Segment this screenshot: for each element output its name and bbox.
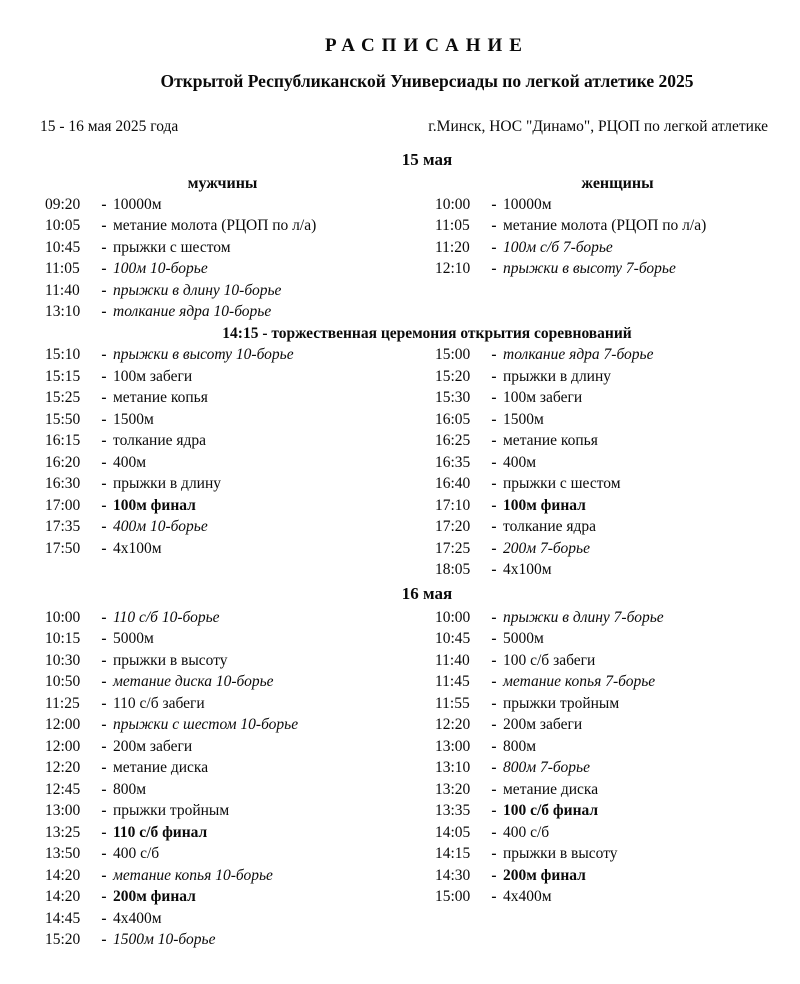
- event-time: 17:50: [45, 539, 81, 557]
- dash-separator: -: [101, 608, 107, 626]
- schedule-row: [45, 693, 400, 715]
- men-morning-list: [45, 194, 400, 323]
- dash-separator: -: [491, 496, 497, 514]
- schedule-row: [435, 844, 800, 866]
- event-name: 110 с/б финал: [113, 823, 208, 841]
- schedule-row: [435, 560, 800, 582]
- event-time: 11:05: [435, 217, 470, 235]
- women-column-morning: [400, 171, 800, 323]
- event-time: 15:00: [435, 888, 471, 906]
- event-name: прыжки в высоту: [113, 651, 228, 669]
- event-time: 13:00: [435, 737, 471, 755]
- schedule-row: [435, 865, 800, 887]
- dash-separator: -: [491, 823, 497, 841]
- event-name: 800м: [113, 780, 147, 798]
- event-name: толкание ядра: [113, 432, 207, 450]
- event-time: 12:45: [45, 780, 81, 798]
- schedule-row: [45, 779, 400, 801]
- dash-separator: -: [491, 608, 497, 626]
- dash-separator: -: [101, 475, 107, 493]
- dash-separator: -: [491, 238, 497, 256]
- schedule-row: [45, 517, 400, 539]
- event-time: 15:10: [45, 346, 81, 364]
- event-name: метание диска 10-борье: [113, 673, 274, 691]
- dash-separator: -: [491, 673, 497, 691]
- women-column-afternoon: [400, 345, 800, 582]
- event-time: 15:00: [435, 346, 471, 364]
- event-time: 14:15: [435, 845, 471, 863]
- dash-separator: -: [101, 866, 107, 884]
- event-time: 10:45: [435, 630, 471, 648]
- event-name: метание копья 7-борье: [503, 673, 656, 691]
- schedule-row: [45, 650, 400, 672]
- dash-separator: -: [491, 367, 497, 385]
- schedule-row: [435, 736, 800, 758]
- women-day2-list: [435, 607, 800, 908]
- event-name: 100 с/б финал: [503, 802, 599, 820]
- event-name: 10000м: [503, 195, 552, 213]
- schedule-row: [45, 409, 400, 431]
- event-name: 400 с/б: [113, 845, 160, 863]
- schedule-row: [45, 216, 400, 238]
- dash-separator: -: [101, 410, 107, 428]
- event-name: прыжки в длину: [113, 475, 222, 493]
- dash-separator: -: [101, 909, 107, 927]
- event-name: 1500м: [503, 410, 544, 428]
- dash-separator: -: [491, 888, 497, 906]
- dash-separator: -: [101, 888, 107, 906]
- date-range: 15 - 16 мая 2025 года: [40, 118, 179, 135]
- event-time: 13:20: [435, 780, 471, 798]
- women-header: женщины: [581, 175, 654, 192]
- women-afternoon-list: [435, 345, 800, 582]
- dash-separator: -: [101, 651, 107, 669]
- schedule-row: [435, 887, 800, 909]
- day1-morning-section: [0, 171, 800, 323]
- day1-header: 15 мая: [401, 150, 453, 169]
- day1-afternoon-section: [0, 345, 800, 582]
- schedule-row: [45, 452, 400, 474]
- schedule-row: [45, 736, 400, 758]
- schedule-row: [45, 908, 400, 930]
- dash-separator: -: [101, 389, 107, 407]
- dash-separator: -: [491, 716, 497, 734]
- schedule-row: [435, 194, 800, 216]
- schedule-row: [435, 345, 800, 367]
- event-time: 10:50: [45, 673, 81, 691]
- event-name: 400м: [503, 453, 537, 471]
- event-time: 15:25: [45, 389, 81, 407]
- event-time: 14:20: [45, 888, 81, 906]
- schedule-row: [45, 366, 400, 388]
- event-time: 16:15: [45, 432, 81, 450]
- event-time: 15:30: [435, 389, 471, 407]
- event-name: 100м забеги: [113, 367, 193, 385]
- venue: г.Минск, НОС "Динамо", РЦОП по легкой атлетике: [428, 118, 768, 135]
- schedule-row: [435, 607, 800, 629]
- dash-separator: -: [101, 737, 107, 755]
- dash-separator: -: [491, 866, 497, 884]
- event-name: 400м 10-борье: [113, 518, 208, 536]
- dash-separator: -: [101, 367, 107, 385]
- schedule-row: [45, 345, 400, 367]
- schedule-row: [45, 280, 400, 302]
- event-time: 13:50: [45, 845, 81, 863]
- event-time: 11:25: [45, 694, 80, 712]
- event-name: прыжки с шестом: [503, 475, 621, 493]
- schedule-row: [45, 388, 400, 410]
- schedule-row: [435, 715, 800, 737]
- event-name: 5000м: [113, 630, 154, 648]
- event-name: 100м финал: [503, 496, 586, 514]
- event-time: 14:05: [435, 823, 471, 841]
- event-name: 800м: [503, 737, 537, 755]
- schedule-row: [45, 302, 400, 324]
- schedule-row: [435, 822, 800, 844]
- event-name: 110 с/б 10-борье: [113, 608, 220, 626]
- dash-separator: -: [101, 432, 107, 450]
- event-name: толкание ядра: [503, 518, 597, 536]
- event-time: 18:05: [435, 561, 471, 579]
- schedule-row: [45, 801, 400, 823]
- men-column-afternoon: [0, 345, 400, 582]
- schedule-row: [435, 388, 800, 410]
- day2-section: [0, 607, 800, 951]
- event-name: 1500м 10-борье: [113, 931, 216, 949]
- dash-separator: -: [491, 475, 497, 493]
- event-time: 10:15: [45, 630, 81, 648]
- event-name: 100 с/б забеги: [503, 651, 596, 669]
- page-subtitle: Открытой Республиканской Универсиады по легкой атлетике 2025: [160, 71, 694, 91]
- women-morning-list: [435, 194, 800, 280]
- dash-separator: -: [491, 432, 497, 450]
- event-name: 10000м: [113, 195, 162, 213]
- event-time: 12:10: [435, 260, 471, 278]
- event-name: прыжки в высоту 7-борье: [503, 260, 676, 278]
- event-name: 4х100м: [113, 539, 162, 557]
- schedule-row: [435, 474, 800, 496]
- schedule-row: [45, 237, 400, 259]
- schedule-row: [435, 629, 800, 651]
- schedule-row: [45, 538, 400, 560]
- event-name: 100м финал: [113, 496, 196, 514]
- event-name: 200м забеги: [503, 716, 583, 734]
- event-name: 800м 7-борье: [503, 759, 590, 777]
- dash-separator: -: [491, 780, 497, 798]
- event-time: 13:25: [45, 823, 81, 841]
- event-name: прыжки тройным: [113, 802, 230, 820]
- schedule-row: [45, 865, 400, 887]
- event-time: 15:15: [45, 367, 81, 385]
- dash-separator: -: [491, 802, 497, 820]
- dash-separator: -: [101, 453, 107, 471]
- schedule-row: [45, 431, 400, 453]
- dash-separator: -: [101, 673, 107, 691]
- men-column-morning: [0, 171, 400, 323]
- dash-separator: -: [101, 823, 107, 841]
- event-name: прыжки тройным: [503, 694, 620, 712]
- dash-separator: -: [101, 346, 107, 364]
- dash-separator: -: [101, 802, 107, 820]
- schedule-row: [435, 259, 800, 281]
- event-time: 17:20: [435, 518, 471, 536]
- schedule-row: [435, 237, 800, 259]
- event-time: 15:20: [435, 367, 471, 385]
- event-time: 12:20: [435, 716, 471, 734]
- event-name: 400 с/б: [503, 823, 550, 841]
- event-time: 16:30: [45, 475, 81, 493]
- dash-separator: -: [101, 217, 107, 235]
- event-name: прыжки в высоту: [503, 845, 618, 863]
- schedule-row: [45, 930, 400, 952]
- event-time: 16:20: [45, 453, 81, 471]
- schedule-row: [435, 366, 800, 388]
- schedule-row: [435, 779, 800, 801]
- event-time: 13:10: [435, 759, 471, 777]
- dash-separator: -: [101, 238, 107, 256]
- event-time: 17:00: [45, 496, 81, 514]
- dash-separator: -: [101, 518, 107, 536]
- event-name: метание молота (РЦОП по л/а): [503, 217, 707, 235]
- dash-separator: -: [491, 346, 497, 364]
- schedule-row: [45, 194, 400, 216]
- event-time: 16:25: [435, 432, 471, 450]
- dash-separator: -: [491, 217, 497, 235]
- dash-separator: -: [101, 281, 107, 299]
- dash-separator: -: [101, 780, 107, 798]
- men-column-day2: [0, 607, 400, 951]
- event-time: 11:05: [45, 260, 80, 278]
- info-row: [0, 116, 800, 137]
- dash-separator: -: [101, 496, 107, 514]
- event-time: 10:05: [45, 217, 81, 235]
- event-name: метание молота (РЦОП по л/а): [113, 217, 317, 235]
- schedule-row: [435, 758, 800, 780]
- schedule-row: [45, 629, 400, 651]
- event-name: прыжки с шестом: [113, 238, 231, 256]
- schedule-row: [45, 715, 400, 737]
- dash-separator: -: [491, 561, 497, 579]
- dash-separator: -: [101, 845, 107, 863]
- event-time: 12:20: [45, 759, 81, 777]
- event-name: прыжки с шестом 10-борье: [113, 716, 299, 734]
- schedule-row: [435, 216, 800, 238]
- event-time: 14:20: [45, 866, 81, 884]
- schedule-row: [45, 495, 400, 517]
- event-time: 13:10: [45, 303, 81, 321]
- event-time: 13:35: [435, 802, 471, 820]
- schedule-row: [45, 607, 400, 629]
- dash-separator: -: [491, 759, 497, 777]
- event-time: 16:40: [435, 475, 471, 493]
- schedule-row: [435, 672, 800, 694]
- dash-separator: -: [101, 931, 107, 949]
- event-name: метание диска: [503, 780, 599, 798]
- event-time: 11:55: [435, 694, 470, 712]
- event-name: 110 с/б забеги: [113, 694, 205, 712]
- schedule-row: [435, 801, 800, 823]
- dash-separator: -: [101, 630, 107, 648]
- event-time: 17:35: [45, 518, 81, 536]
- event-time: 14:45: [45, 909, 81, 927]
- women-column-day2: [400, 607, 800, 951]
- event-name: 100м с/б 7-борье: [503, 238, 613, 256]
- event-name: 1500м: [113, 410, 154, 428]
- event-name: прыжки в длину 10-борье: [113, 281, 282, 299]
- event-name: 200м забеги: [113, 737, 193, 755]
- schedule-row: [45, 672, 400, 694]
- event-time: 14:30: [435, 866, 471, 884]
- dash-separator: -: [491, 539, 497, 557]
- schedule-row: [435, 495, 800, 517]
- event-time: 15:50: [45, 410, 81, 428]
- event-name: 200м финал: [113, 888, 196, 906]
- dash-separator: -: [491, 389, 497, 407]
- dash-separator: -: [491, 651, 497, 669]
- schedule-row: [45, 822, 400, 844]
- schedule-row: [435, 650, 800, 672]
- dash-separator: -: [491, 694, 497, 712]
- event-name: толкание ядра 7-борье: [503, 346, 654, 364]
- event-name: прыжки в длину: [503, 367, 612, 385]
- event-name: 100м 10-борье: [113, 260, 208, 278]
- event-name: 5000м: [503, 630, 544, 648]
- event-time: 12:00: [45, 737, 81, 755]
- dash-separator: -: [101, 303, 107, 321]
- event-time: 10:00: [435, 608, 471, 626]
- event-time: 11:40: [45, 281, 80, 299]
- schedule-row: [435, 431, 800, 453]
- dash-separator: -: [101, 539, 107, 557]
- dash-separator: -: [491, 195, 497, 213]
- schedule-row: [435, 538, 800, 560]
- event-name: прыжки в высоту 10-борье: [113, 346, 294, 364]
- opening-ceremony-line: 14:15 - торжественная церемония открытия соревнований: [222, 325, 632, 342]
- event-name: 4х400м: [113, 909, 162, 927]
- event-time: 11:20: [435, 238, 470, 256]
- event-time: 09:20: [45, 195, 81, 213]
- event-name: 400м: [113, 453, 147, 471]
- event-time: 10:45: [45, 238, 81, 256]
- event-name: 200м финал: [503, 866, 586, 884]
- event-time: 10:30: [45, 651, 81, 669]
- event-time: 11:40: [435, 651, 470, 669]
- men-header: мужчины: [187, 175, 258, 192]
- schedule-row: [435, 693, 800, 715]
- event-name: метание копья: [113, 389, 208, 407]
- event-name: прыжки в длину 7-борье: [503, 608, 664, 626]
- schedule-row: [45, 474, 400, 496]
- dash-separator: -: [491, 845, 497, 863]
- event-time: 12:00: [45, 716, 81, 734]
- dash-separator: -: [101, 195, 107, 213]
- schedule-row: [435, 452, 800, 474]
- schedule-row: [45, 887, 400, 909]
- event-time: 17:25: [435, 539, 471, 557]
- dash-separator: -: [101, 260, 107, 278]
- dash-separator: -: [491, 518, 497, 536]
- dash-separator: -: [101, 759, 107, 777]
- dash-separator: -: [491, 260, 497, 278]
- event-name: 4х400м: [503, 888, 552, 906]
- event-time: 15:20: [45, 931, 81, 949]
- men-day2-list: [45, 607, 400, 951]
- event-name: метание диска: [113, 759, 209, 777]
- schedule-row: [45, 844, 400, 866]
- day2-header: 16 мая: [401, 584, 453, 603]
- event-time: 16:35: [435, 453, 471, 471]
- event-time: 13:00: [45, 802, 81, 820]
- event-name: 100м забеги: [503, 389, 583, 407]
- schedule-row: [435, 517, 800, 539]
- page-title: РАСПИСАНИЕ: [325, 35, 529, 56]
- schedule-row: [45, 259, 400, 281]
- event-time: 10:00: [45, 608, 81, 626]
- event-time: 16:05: [435, 410, 471, 428]
- event-name: метание копья: [503, 432, 598, 450]
- dash-separator: -: [491, 410, 497, 428]
- event-name: 4х100м: [503, 561, 552, 579]
- event-time: 11:45: [435, 673, 470, 691]
- event-time: 10:00: [435, 195, 471, 213]
- event-name: метание копья 10-борье: [113, 866, 273, 884]
- event-name: толкание ядра 10-борье: [113, 303, 272, 321]
- schedule-row: [45, 758, 400, 780]
- dash-separator: -: [101, 716, 107, 734]
- dash-separator: -: [101, 694, 107, 712]
- schedule-row: [435, 409, 800, 431]
- dash-separator: -: [491, 453, 497, 471]
- dash-separator: -: [491, 630, 497, 648]
- men-afternoon-list: [45, 345, 400, 560]
- event-time: 17:10: [435, 496, 471, 514]
- dash-separator: -: [491, 737, 497, 755]
- event-name: 200м 7-борье: [503, 539, 590, 557]
